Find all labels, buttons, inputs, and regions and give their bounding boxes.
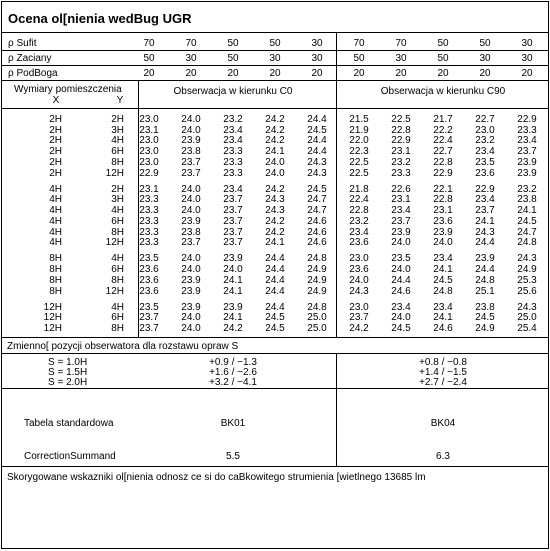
ugr-value-c90: 23.4: [391, 301, 411, 313]
reflectance-value: 20: [395, 68, 407, 79]
ugr-value-c90: 24.8: [433, 285, 453, 297]
room-y: 4H: [111, 253, 124, 265]
ugr-value-c0: 24.4: [265, 301, 285, 313]
divider-line: [2, 108, 548, 109]
ugr-value-c0: 24.1: [223, 312, 243, 324]
ugr-value-c0: 23.2: [223, 114, 243, 125]
ugr-value-c0: 24.2: [265, 114, 285, 125]
ugr-value-c90: 23.3: [517, 124, 537, 136]
ugr-value-c0: 23.7: [181, 237, 201, 249]
variation-c0: +0.9 / −1.3: [209, 357, 257, 368]
ugr-value-c90: 24.1: [475, 215, 495, 227]
ugr-value-c90: 24.1: [517, 205, 537, 217]
room-x: 4H: [49, 183, 62, 195]
ugr-value-c0: 23.0: [139, 156, 159, 168]
spacing-label: S = 1.5H: [48, 367, 88, 378]
room-x: 4H: [49, 226, 62, 238]
reflectance-value: 20: [227, 68, 239, 79]
ugr-value-c90: 24.3: [349, 285, 369, 297]
room-y: 3H: [111, 124, 124, 136]
ugr-value-c0: 24.3: [307, 156, 327, 168]
reflectance-value: 20: [353, 68, 365, 79]
ugr-value-c0: 23.7: [223, 205, 243, 217]
ugr-value-c90: 24.5: [475, 312, 495, 324]
ugr-value-c0: 24.5: [307, 124, 327, 136]
room-x: 12H: [43, 312, 62, 324]
reflectance-value: 30: [269, 53, 281, 64]
ugr-value-c0: 24.0: [181, 183, 201, 195]
ugr-value-c0: 24.5: [307, 183, 327, 195]
room-y: 6H: [111, 215, 124, 227]
ugr-value-c90: 24.4: [475, 264, 495, 276]
divider-line: [336, 32, 337, 337]
divider-line: [336, 353, 337, 466]
room-y: 6H: [111, 264, 124, 276]
ugr-value-c0: 24.4: [307, 114, 327, 125]
room-y: 4H: [111, 205, 124, 217]
ugr-value-c0: 23.3: [139, 226, 159, 238]
divider-line: [2, 353, 548, 354]
ugr-value-c0: 24.5: [265, 312, 285, 324]
ugr-value-c0: 24.4: [265, 274, 285, 286]
ugr-value-c0: 23.9: [181, 215, 201, 227]
divider-line: [2, 65, 548, 66]
ugr-value-c0: 24.3: [307, 167, 327, 179]
room-y: 6H: [111, 312, 124, 324]
room-x: 2H: [49, 156, 62, 168]
ugr-value-c90: 23.6: [349, 264, 369, 276]
ugr-value-c90: 23.4: [433, 253, 453, 265]
ugr-value-c90: 22.4: [433, 135, 453, 147]
ugr-value-c90: 23.9: [391, 226, 411, 238]
ugr-value-c90: 22.3: [349, 146, 369, 158]
room-y: 8H: [111, 323, 124, 335]
reflectance-value: 20: [479, 68, 491, 79]
ugr-value-c90: 22.8: [433, 156, 453, 168]
room-x: 4H: [49, 215, 62, 227]
room-x: 2H: [49, 146, 62, 158]
ugr-value-c0: 23.5: [139, 253, 159, 265]
ugr-value-c0: 24.1: [223, 285, 243, 297]
ugr-value-c90: 22.5: [349, 167, 369, 179]
ugr-value-c90: 24.5: [433, 274, 453, 286]
ugr-value-c0: 24.1: [265, 237, 285, 249]
ugr-value-c90: 23.4: [349, 226, 369, 238]
ugr-value-c90: 22.4: [349, 194, 369, 206]
ugr-value-c90: 22.8: [391, 124, 411, 136]
ugr-value-c90: 21.7: [433, 114, 453, 125]
reflectance-value: 20: [521, 68, 533, 79]
ugr-value-c90: 23.6: [349, 237, 369, 249]
ugr-value-c0: 23.6: [139, 274, 159, 286]
room-x: 4H: [49, 237, 62, 249]
ugr-value-c90: 23.2: [391, 156, 411, 168]
ugr-value-c0: 23.3: [223, 146, 243, 158]
ugr-value-c0: 24.0: [181, 253, 201, 265]
divider-line: [2, 388, 548, 389]
divider-line: [138, 80, 139, 337]
reflectance-value: 30: [311, 53, 323, 64]
room-y: 2H: [111, 114, 124, 125]
ugr-value-c0: 25.0: [307, 323, 327, 335]
ugr-value-c0: 23.0: [139, 135, 159, 147]
ugr-value-c90: 25.3: [517, 274, 537, 286]
ugr-value-c0: 24.0: [181, 124, 201, 136]
ugr-value-c0: 24.0: [181, 312, 201, 324]
ugr-value-c0: 24.0: [181, 264, 201, 276]
ugr-value-c0: 24.9: [307, 274, 327, 286]
ugr-value-c0: 23.7: [223, 215, 243, 227]
ugr-value-c90: 23.6: [433, 215, 453, 227]
room-x: 8H: [49, 253, 62, 265]
reflectance-value: 50: [479, 38, 491, 49]
ugr-value-c90: 24.8: [475, 274, 495, 286]
ugr-value-c90: 23.4: [517, 135, 537, 147]
reflectance-value: 70: [353, 38, 365, 49]
room-y: 4H: [111, 135, 124, 147]
ugr-value-c90: 24.0: [349, 274, 369, 286]
ugr-value-c0: 23.3: [223, 167, 243, 179]
ugr-value-c0: 23.7: [223, 226, 243, 238]
ugr-value-c90: 24.3: [517, 301, 537, 313]
reflectance-label: ρ Sufit: [8, 38, 37, 49]
ugr-value-c90: 23.2: [475, 135, 495, 147]
ugr-value-c90: 23.2: [349, 215, 369, 227]
variation-c90: +0.8 / −0.8: [419, 357, 467, 368]
ugr-table-page: [1, 1, 549, 549]
reflectance-value: 50: [353, 53, 365, 64]
divider-line: [2, 32, 548, 33]
reflectance-value: 70: [395, 38, 407, 49]
ugr-value-c90: 22.8: [349, 205, 369, 217]
ugr-value-c90: 23.4: [475, 194, 495, 206]
ugr-value-c90: 23.4: [433, 301, 453, 313]
ugr-value-c0: 23.3: [139, 215, 159, 227]
ugr-value-c90: 24.6: [391, 285, 411, 297]
ugr-value-c0: 23.7: [181, 156, 201, 168]
ugr-value-c0: 23.1: [139, 183, 159, 195]
ugr-value-c90: 21.5: [349, 114, 369, 125]
direction-c90-header: Obserwacja w kierunku C90: [380, 86, 506, 97]
ugr-value-c90: 24.0: [391, 312, 411, 324]
ugr-value-c90: 24.2: [349, 323, 369, 335]
reflectance-value: 20: [143, 68, 155, 79]
ugr-value-c0: 24.4: [265, 253, 285, 265]
ugr-value-c0: 24.2: [265, 124, 285, 136]
ugr-value-c90: 23.2: [517, 183, 537, 195]
ugr-value-c90: 21.8: [349, 183, 369, 195]
ugr-value-c90: 24.0: [391, 237, 411, 249]
reflectance-value: 30: [311, 38, 323, 49]
ugr-value-c0: 23.8: [181, 226, 201, 238]
ugr-value-c90: 23.7: [391, 215, 411, 227]
room-x: 8H: [49, 274, 62, 286]
room-y: 8H: [111, 226, 124, 238]
ugr-value-c0: 24.0: [223, 264, 243, 276]
room-y: 3H: [111, 194, 124, 206]
ugr-value-c0: 24.4: [265, 264, 285, 276]
ugr-value-c90: 22.0: [349, 135, 369, 147]
variation-c0: +3.2 / −4.1: [209, 377, 257, 388]
reflectance-value: 20: [311, 68, 323, 79]
reflectance-value: 30: [479, 53, 491, 64]
ugr-value-c0: 24.4: [307, 135, 327, 147]
ugr-value-c90: 23.9: [433, 226, 453, 238]
ugr-value-c90: 24.0: [433, 237, 453, 249]
ugr-value-c0: 24.0: [265, 167, 285, 179]
ugr-value-c0: 23.0: [139, 146, 159, 158]
ugr-value-c0: 23.4: [223, 135, 243, 147]
ugr-value-c0: 24.8: [307, 253, 327, 265]
ugr-value-c90: 24.9: [475, 323, 495, 335]
room-y: 6H: [111, 146, 124, 158]
ugr-value-c0: 24.1: [223, 274, 243, 286]
ugr-value-c90: 23.6: [475, 167, 495, 179]
ugr-value-c0: 24.0: [265, 156, 285, 168]
ugr-value-c90: 24.8: [517, 237, 537, 249]
ugr-value-c90: 23.1: [433, 205, 453, 217]
ugr-value-c0: 23.9: [223, 253, 243, 265]
reflectance-value: 30: [395, 53, 407, 64]
reflectance-value: 30: [185, 53, 197, 64]
room-y: 12H: [105, 237, 124, 249]
ugr-value-c0: 24.6: [307, 226, 327, 238]
reflectance-value: 20: [185, 68, 197, 79]
ugr-value-c0: 24.2: [223, 323, 243, 335]
ugr-value-c90: 24.9: [517, 264, 537, 276]
ugr-value-c90: 22.9: [391, 135, 411, 147]
ugr-value-c0: 23.4: [223, 124, 243, 136]
ugr-value-c0: 24.7: [307, 205, 327, 217]
y-header: Y: [116, 95, 124, 106]
ugr-value-c0: 24.0: [181, 114, 201, 125]
room-x: 8H: [49, 264, 62, 276]
ugr-value-c0: 24.5: [265, 323, 285, 335]
correction-c90: 6.3: [436, 451, 450, 462]
ugr-value-c0: 25.0: [307, 312, 327, 324]
ugr-value-c90: 24.0: [391, 264, 411, 276]
ugr-value-c0: 23.5: [139, 301, 159, 313]
ugr-value-c90: 23.7: [349, 312, 369, 324]
ugr-value-c90: 24.3: [475, 226, 495, 238]
ugr-value-c0: 23.3: [139, 205, 159, 217]
reflectance-value: 20: [269, 68, 281, 79]
correction-label: CorrectionSummand: [24, 451, 116, 462]
divider-line: [2, 466, 548, 467]
room-y: 12H: [105, 285, 124, 297]
divider-line: [2, 337, 548, 338]
ugr-value-c0: 24.0: [181, 205, 201, 217]
ugr-value-c90: 22.8: [433, 194, 453, 206]
ugr-value-c90: 23.9: [517, 156, 537, 168]
room-x: 2H: [49, 114, 62, 125]
room-x: 4H: [49, 194, 62, 206]
ugr-value-c90: 24.7: [517, 226, 537, 238]
room-x: 12H: [43, 323, 62, 335]
reflectance-label: ρ PodBoga: [8, 68, 58, 79]
reflectance-value: 50: [143, 53, 155, 64]
ugr-value-c90: 22.6: [391, 183, 411, 195]
ugr-value-c90: 22.7: [475, 114, 495, 125]
ugr-value-c0: 23.9: [181, 285, 201, 297]
room-x: 2H: [49, 135, 62, 147]
ugr-value-c90: 23.5: [391, 253, 411, 265]
room-x: 4H: [49, 205, 62, 217]
spacing-label: S = 2.0H: [48, 377, 88, 388]
ugr-value-c0: 23.7: [223, 194, 243, 206]
ugr-value-c90: 23.4: [475, 146, 495, 158]
reflectance-value: 20: [437, 68, 449, 79]
ugr-value-c90: 23.0: [349, 253, 369, 265]
room-x: 8H: [49, 285, 62, 297]
ugr-value-c0: 23.9: [181, 274, 201, 286]
room-y: 2H: [111, 183, 124, 195]
ugr-value-c90: 23.0: [349, 301, 369, 313]
ugr-value-c90: 25.6: [517, 285, 537, 297]
reflectance-value: 50: [227, 53, 239, 64]
reflectance-value: 30: [521, 38, 533, 49]
room-x: 2H: [49, 124, 62, 136]
ugr-value-c90: 23.3: [391, 167, 411, 179]
ugr-value-c0: 23.7: [139, 323, 159, 335]
ugr-value-c90: 24.3: [517, 253, 537, 265]
ugr-value-c0: 24.7: [307, 194, 327, 206]
ugr-value-c0: 23.9: [223, 301, 243, 313]
ugr-value-c90: 22.9: [433, 167, 453, 179]
ugr-value-c0: 24.9: [307, 264, 327, 276]
ugr-value-c90: 21.9: [349, 124, 369, 136]
reflectance-value: 50: [437, 53, 449, 64]
ugr-value-c90: 25.4: [517, 323, 537, 335]
variation-c90: +2.7 / −2.4: [419, 377, 467, 388]
ugr-value-c90: 23.7: [517, 146, 537, 158]
ugr-value-c0: 23.3: [139, 194, 159, 206]
reflectance-value: 70: [143, 38, 155, 49]
spacing-label: S = 1.0H: [48, 357, 88, 368]
divider-line: [2, 80, 548, 81]
ugr-value-c90: 23.1: [391, 146, 411, 158]
ugr-value-c0: 23.9: [181, 301, 201, 313]
room-y: 8H: [111, 274, 124, 286]
correction-c0: 5.5: [226, 451, 240, 462]
reflectance-value: 50: [269, 38, 281, 49]
ugr-value-c90: 25.0: [517, 312, 537, 324]
ugr-value-c0: 24.3: [265, 205, 285, 217]
ugr-value-c0: 24.6: [307, 237, 327, 249]
ugr-value-c90: 23.5: [475, 156, 495, 168]
ugr-value-c0: 23.7: [181, 167, 201, 179]
document-title: Ocena ol[nienia wedBug UGR: [8, 11, 192, 26]
ugr-value-c90: 23.8: [475, 301, 495, 313]
x-header: X: [52, 95, 60, 106]
ugr-value-c0: 24.2: [265, 183, 285, 195]
ugr-value-c90: 23.1: [391, 194, 411, 206]
reflectance-value: 50: [437, 38, 449, 49]
ugr-value-c90: 23.8: [517, 194, 537, 206]
ugr-value-c90: 25.1: [475, 285, 495, 297]
standard-table-label: Tabela standardowa: [24, 418, 114, 429]
ugr-value-c90: 24.4: [475, 237, 495, 249]
divider-line: [2, 50, 548, 51]
ugr-value-c90: 22.9: [517, 114, 537, 125]
ugr-value-c0: 23.6: [139, 285, 159, 297]
ugr-value-c90: 22.1: [433, 183, 453, 195]
ugr-value-c0: 24.4: [265, 285, 285, 297]
ugr-value-c90: 23.9: [517, 167, 537, 179]
ugr-value-c0: 24.8: [307, 301, 327, 313]
ugr-value-c90: 22.7: [433, 146, 453, 158]
room-dimensions-label: Wymiary pomieszczenia: [14, 84, 122, 95]
reflectance-value: 50: [227, 38, 239, 49]
ugr-value-c90: 24.5: [391, 323, 411, 335]
direction-c0-header: Obserwacja w kierunku C0: [173, 86, 293, 97]
room-x: 2H: [49, 167, 62, 179]
ugr-value-c90: 22.9: [475, 183, 495, 195]
ugr-value-c90: 22.5: [349, 156, 369, 168]
ugr-value-c90: 24.6: [433, 323, 453, 335]
variation-c90: +1.4 / −1.5: [419, 367, 467, 378]
ugr-value-c0: 24.0: [181, 323, 201, 335]
ugr-value-c0: 24.2: [265, 135, 285, 147]
ugr-value-c90: 23.7: [475, 205, 495, 217]
ugr-value-c0: 24.0: [181, 194, 201, 206]
ugr-value-c0: 23.0: [139, 114, 159, 125]
ugr-value-c0: 24.2: [265, 215, 285, 227]
ugr-value-c0: 23.8: [181, 146, 201, 158]
ugr-value-c0: 24.9: [307, 285, 327, 297]
ugr-value-c90: 23.9: [475, 253, 495, 265]
ugr-value-c0: 23.7: [223, 237, 243, 249]
room-y: 8H: [111, 156, 124, 168]
ugr-value-c0: 23.9: [181, 135, 201, 147]
room-x: 12H: [43, 301, 62, 313]
ugr-value-c0: 23.3: [139, 237, 159, 249]
room-y: 12H: [105, 167, 124, 179]
ugr-value-c90: 23.0: [475, 124, 495, 136]
reflectance-label: ρ Zaciany: [8, 53, 52, 64]
ugr-value-c0: 24.4: [307, 146, 327, 158]
ugr-value-c90: 22.5: [391, 114, 411, 125]
standard-table-c0: BK01: [220, 418, 246, 429]
standard-table-c90: BK04: [430, 418, 456, 429]
ugr-value-c90: 22.2: [433, 124, 453, 136]
ugr-value-c90: 24.1: [433, 264, 453, 276]
ugr-value-c90: 24.1: [433, 312, 453, 324]
ugr-value-c0: 24.1: [265, 146, 285, 158]
ugr-value-c90: 23.4: [391, 205, 411, 217]
reflectance-value: 70: [185, 38, 197, 49]
ugr-value-c0: 24.6: [307, 215, 327, 227]
ugr-value-c90: 24.4: [391, 274, 411, 286]
ugr-value-c90: 24.5: [517, 215, 537, 227]
ugr-value-c0: 23.1: [139, 124, 159, 136]
variation-c0: +1.6 / −2.6: [209, 367, 257, 378]
footnote: Skorygowane wskazniki ol[nienia odnosz ce si do caBkowitego strumienia [wietlnego 13685 lm: [7, 472, 426, 483]
ugr-value-c0: 23.6: [139, 264, 159, 276]
ugr-value-c0: 24.2: [265, 226, 285, 238]
ugr-value-c0: 22.9: [139, 167, 159, 179]
variation-header: Zmienno[ pozycji obserwatora dla rozstawu opraw S: [7, 341, 239, 352]
ugr-value-c0: 23.4: [223, 183, 243, 195]
ugr-value-c0: 24.3: [265, 194, 285, 206]
room-y: 4H: [111, 301, 124, 313]
reflectance-value: 30: [521, 53, 533, 64]
ugr-value-c0: 23.7: [139, 312, 159, 324]
ugr-value-c0: 23.3: [223, 156, 243, 168]
